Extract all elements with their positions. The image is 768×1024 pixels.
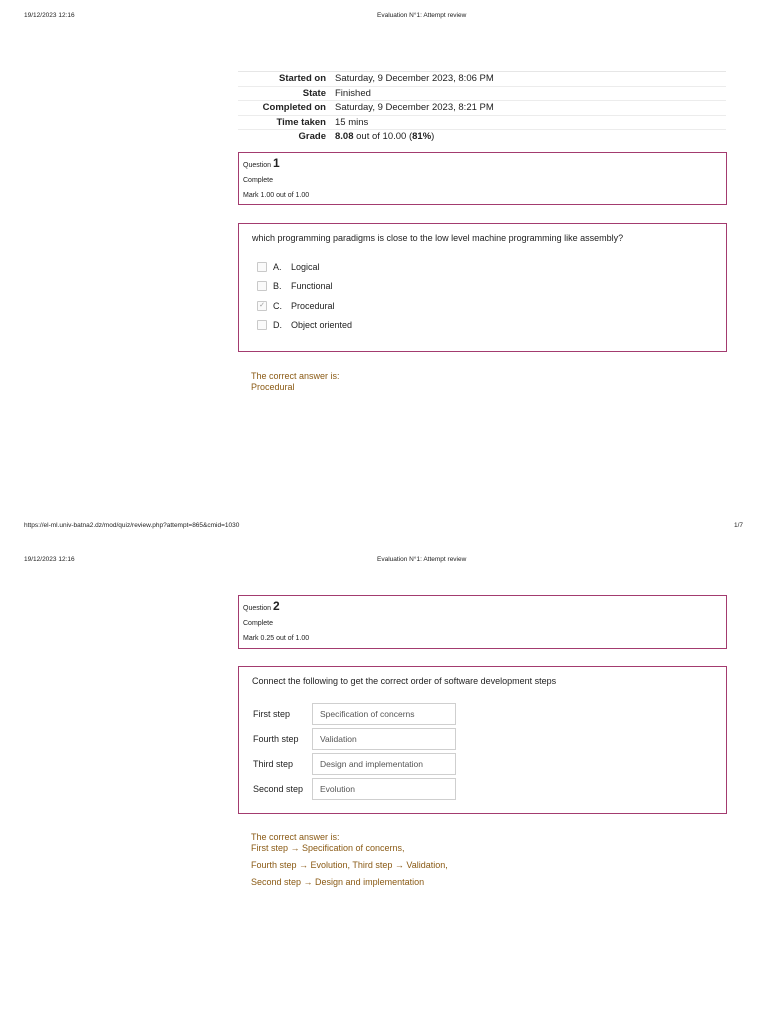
grade-close: ) [431,131,435,143]
feedback-heading: The correct answer is: [251,371,340,381]
print-title: Evaluation N°1: Attempt review [377,556,467,563]
option-letter: C. [273,301,282,311]
match-label: Second step [253,784,304,794]
summary-row-completed [238,101,726,116]
match-row [253,753,456,775]
match-label: Third step [253,759,294,769]
match-label: Fourth step [253,734,299,744]
question-status: Complete [243,620,273,627]
checked-checkbox-icon[interactable]: ✓ [257,301,267,311]
option-text: Functional [291,281,333,291]
option-text: Procedural [291,301,335,311]
feedback-answer-line: Second step → Design and implementation [251,877,425,887]
question-number: 1 [272,156,280,170]
checkbox-icon[interactable] [257,262,267,272]
option-letter: D. [273,320,282,330]
question-mark: Mark 0.25 out of 1.00 [243,635,310,642]
attempt-summary-table [238,71,726,144]
grade-percent: 81% [412,131,432,143]
option-c[interactable] [257,301,335,311]
feedback-heading: The correct answer is: [251,832,340,842]
question-word: Question [243,605,273,612]
match-answer-select[interactable]: Specification of concerns [312,703,456,725]
summary-label: State [302,87,326,99]
summary-value: 15 mins [335,116,369,128]
print-date: 19/12/2023 12:16 [24,556,75,563]
question-1-info [238,152,727,205]
summary-label: Completed on [262,102,326,114]
checkbox-icon[interactable] [257,281,267,291]
match-row [253,728,456,750]
summary-value: Finished [335,87,371,99]
grade-out-of: out of 10.00 ( [353,131,413,143]
match-label: First step [253,709,291,719]
question-2-content [238,666,727,814]
question-text: which programming paradigms is close to the low level machine programming like assembly? [252,233,624,243]
question-number: 2 [272,599,280,613]
option-a[interactable] [257,262,320,272]
summary-row-grade [238,130,726,144]
question-1-feedback [251,371,340,393]
summary-row-started [238,72,726,87]
summary-row-state [238,87,726,102]
feedback-answer-line: Fourth step → Evolution, Third step → Validation, [251,860,448,870]
match-answer-select[interactable]: Design and implementation [312,753,456,775]
option-letter: B. [273,281,282,291]
match-row [253,703,456,725]
question-mark: Mark 1.00 out of 1.00 [243,192,310,199]
question-2-info [238,595,727,649]
summary-row-time [238,116,726,131]
option-d[interactable] [257,320,352,330]
question-2-feedback [251,832,448,888]
match-answer-select[interactable]: Evolution [312,778,456,800]
match-answer-select[interactable]: Validation [312,728,456,750]
checkbox-icon[interactable] [257,320,267,330]
print-url: https://el-ml.univ-batna2.dz/mod/quiz/review.php?attempt=865&cmid=1030 [24,522,240,529]
option-b[interactable] [257,281,333,291]
question-word: Question [243,162,273,169]
feedback-answer-line: First step → Specification of concerns, [251,843,405,853]
summary-value: Saturday, 9 December 2023, 8:21 PM [335,102,494,114]
grade-score: 8.08 [335,131,354,143]
summary-label: Started on [279,73,326,85]
question-text: Connect the following to get the correct order of software development steps [252,676,557,686]
summary-label: Time taken [276,116,326,128]
question-status: Complete [243,177,273,184]
grade-value [335,131,726,142]
print-title: Evaluation N°1: Attempt review [377,12,467,19]
option-text: Object oriented [291,320,353,330]
option-letter: A. [273,262,282,272]
feedback-answer: Procedural [251,382,295,392]
option-text: Logical [291,262,320,272]
summary-label: Grade [298,131,326,143]
question-1-content [238,223,727,352]
print-page-number: 1/7 [734,522,744,529]
match-row [253,778,456,800]
print-date: 19/12/2023 12:16 [24,12,75,19]
summary-value: Saturday, 9 December 2023, 8:06 PM [335,73,494,85]
